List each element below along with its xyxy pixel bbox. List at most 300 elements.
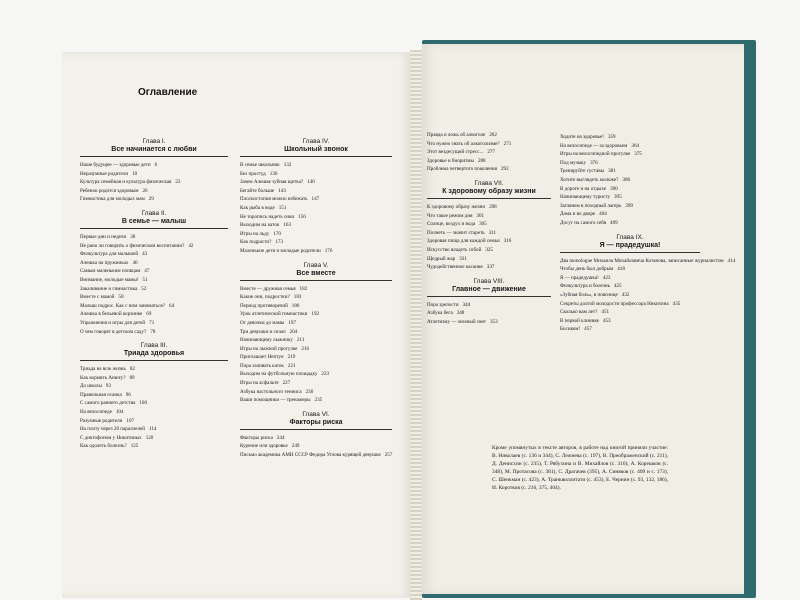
entry-page-number: 173 — [275, 239, 283, 246]
toc-entry — [80, 259, 228, 268]
toc-entry — [427, 212, 551, 221]
chapter-block — [80, 342, 228, 451]
entry-title: Пора заливать каток — [240, 362, 284, 369]
chapter-title: В семье — малыш — [80, 218, 228, 229]
entry-title: Не рано ли говорить о физическом воспитании? — [80, 242, 185, 249]
toc-entry — [560, 159, 700, 168]
toc-entry — [80, 417, 228, 426]
book-spine — [410, 50, 422, 600]
entry-page-number: 82 — [129, 366, 135, 373]
toc-title: Оглавление — [138, 87, 198, 98]
entry-page-number: 143 — [278, 187, 286, 194]
toc-entry — [240, 353, 392, 362]
entry-page-number: 52 — [141, 285, 147, 292]
entry-page-number: 58 — [118, 294, 124, 301]
chapter-block — [80, 210, 228, 336]
toc-entry — [240, 310, 392, 319]
toc-entry — [80, 250, 228, 259]
toc-entry — [240, 302, 392, 311]
toc-entry — [240, 379, 392, 388]
entry-page-number: 6 — [154, 162, 158, 168]
entry-page-number: 376 — [590, 159, 598, 166]
toc-entry — [240, 396, 392, 405]
entry-page-number: 78 — [150, 328, 156, 335]
chapter-number: Глава IV. — [302, 138, 330, 145]
entry-title: Сколько вам лет? — [560, 309, 598, 316]
chapter-number: Глава VIII. — [473, 277, 505, 285]
toc-entry — [560, 291, 700, 300]
entry-page-number: 47 — [144, 268, 150, 275]
toc-entry — [80, 195, 228, 204]
toc-entry — [80, 276, 228, 285]
entry-page-number: 249 — [291, 443, 300, 450]
entry-title: Что такое режим дня — [427, 212, 473, 219]
chapter-number: Глава VI. — [302, 410, 330, 418]
toc-column-right-2 — [560, 133, 736, 340]
entry-title: Хотите выглядеть моложе? — [560, 176, 619, 183]
toc-entry — [240, 221, 392, 230]
toc-entry — [240, 370, 392, 379]
entry-title: Ходите на здоровье! — [560, 134, 604, 140]
entry-title: Проблема четвертого поколения — [427, 166, 497, 173]
toc-entry — [560, 202, 700, 211]
toc-entry — [80, 408, 228, 417]
toc-entry — [80, 382, 228, 391]
entry-page-number: 89 — [129, 374, 135, 381]
entry-page-number: 451 — [601, 309, 610, 316]
entry-title: Наше будущее — здоровые дети — [80, 162, 151, 168]
chapter-title: Факторы риска — [240, 419, 392, 430]
entry-page-number: 26 — [142, 187, 148, 194]
toc-entry — [560, 300, 700, 309]
entry-title: Секреты долгой молодости профессора Никитина — [560, 300, 669, 307]
entry-page-number: 386 — [622, 176, 631, 183]
entry-page-number: 211 — [296, 337, 305, 344]
entry-page-number: 100 — [139, 400, 147, 407]
entry-title: Период противоречий — [240, 302, 288, 309]
entry-page-number: 227 — [282, 380, 291, 387]
entry-page-number: 414 — [727, 257, 736, 264]
toc-entry — [240, 388, 392, 397]
toc-entry — [80, 293, 228, 302]
toc-entry — [80, 374, 228, 383]
toc-entry — [240, 345, 392, 354]
toc-entry — [427, 165, 551, 174]
chapter-block — [240, 262, 392, 405]
entry-page-number: 176 — [324, 247, 333, 254]
toc-entry — [427, 237, 551, 246]
entry-page-number: 156 — [298, 213, 306, 220]
entry-page-number: 38 — [130, 233, 136, 240]
entry-page-number: 331 — [459, 255, 467, 262]
entry-page-number: 69 — [146, 311, 152, 318]
entry-title: Азбука бега — [427, 310, 453, 317]
toc-entry — [560, 265, 700, 274]
toc-entry — [80, 319, 228, 328]
toc-entry — [80, 391, 228, 400]
toc-entry — [560, 317, 700, 326]
entry-page-number: 132 — [283, 162, 292, 168]
toc-entry — [427, 309, 551, 318]
chapter-block — [240, 411, 392, 460]
entry-page-number: 107 — [126, 417, 135, 424]
entry-title: Упражнения и игры для детей — [80, 319, 146, 326]
chapter-block — [560, 133, 700, 228]
entry-page-number: 337 — [486, 264, 495, 271]
entry-page-number: 125 — [130, 443, 139, 450]
toc-entry — [427, 148, 551, 157]
entry-page-number: 288 — [477, 157, 486, 164]
chapter-block — [427, 278, 551, 327]
entry-title: На плоту через 20 параллелей — [80, 426, 145, 433]
entry-title: Щедрый жар — [427, 255, 456, 262]
toc-entry — [427, 131, 551, 140]
entry-title: Ваши помощники — тренажеры — [240, 397, 311, 404]
entry-title: Искусство владеть собой — [427, 246, 482, 253]
entry-page-number: 104 — [115, 409, 124, 416]
entry-title: О чем говорят в детском саду? — [80, 328, 147, 335]
toc-entry — [560, 193, 700, 202]
toc-entry — [240, 451, 392, 460]
entry-page-number: 423 — [602, 274, 611, 281]
toc-entry — [240, 336, 392, 345]
toc-entry — [80, 442, 228, 451]
toc-entry — [560, 185, 700, 194]
entry-title: Курение или здоровье — [240, 443, 288, 450]
entry-page-number: 409 — [610, 219, 618, 226]
entry-page-number: 235 — [314, 397, 323, 404]
toc-entry — [560, 282, 700, 291]
entry-page-number: 71 — [149, 319, 155, 326]
entry-title: Выходим на каток — [240, 222, 280, 229]
entry-title: Алешка в бельевой корзинке — [80, 311, 143, 318]
entry-page-number: 305 — [479, 221, 487, 228]
toc-column-right-1 — [427, 131, 551, 333]
chapter-block — [427, 180, 551, 272]
entry-page-number: 96 — [125, 391, 131, 398]
entry-page-number: 435 — [672, 300, 681, 307]
entry-title: Разумные родители — [80, 417, 123, 424]
entry-title: Неразумные родители — [80, 170, 129, 177]
toc-entry — [427, 301, 551, 310]
entry-page-number: 114 — [149, 426, 157, 433]
entry-title: Три девушки и силач — [240, 328, 286, 335]
toc-entry — [560, 308, 700, 317]
toc-entry — [80, 170, 228, 179]
entry-page-number: 244 — [276, 434, 285, 441]
entry-title: Урок атлетической гимнастики — [240, 311, 308, 318]
toc-entry — [240, 293, 392, 302]
entry-title: Факторы риска — [240, 434, 273, 441]
entry-title: Этот вездесущий стресс... — [427, 149, 484, 156]
entry-title: «Зубная боль», в пояснице — [560, 291, 618, 298]
chapter-number: Глава II. — [141, 209, 167, 217]
entry-title: Два monologue Михаила Михайловича Котанова, записанные журналистом — [560, 257, 724, 264]
toc-entry — [240, 238, 392, 247]
entry-title: Азбука настольного тенниса — [240, 388, 302, 395]
toc-entry — [80, 285, 228, 294]
toc-entry — [80, 302, 228, 311]
entry-title: Заглянем в походный лагерь — [560, 202, 622, 209]
chapter-title: К здоровому образу жизни — [427, 188, 551, 199]
toc-entry — [80, 242, 228, 251]
entry-title: Вместе с мамой — [80, 294, 115, 301]
toc-entry — [427, 246, 551, 255]
chapter-title: Школьный звонок — [240, 146, 392, 157]
entry-title: Без простуд — [240, 170, 266, 177]
entry-title: Малыш подрос. Как с ним заниматься? — [80, 302, 166, 309]
entry-title: До школы — [80, 383, 102, 390]
entry-title: Физкультура для малышей — [80, 251, 139, 258]
toc-entry — [240, 285, 392, 294]
entry-title: С диктофоном у Никитиных — [80, 434, 142, 441]
entry-page-number: 453 — [602, 317, 611, 324]
toc-entry — [80, 161, 228, 170]
entry-title: Что нужно знать об алкоголизме? — [427, 140, 500, 147]
toc-entry — [240, 362, 392, 371]
entry-title: Атлетизму — зеленый свет — [427, 318, 486, 325]
toc-entry — [240, 213, 392, 222]
entry-page-number: 42 — [188, 242, 194, 249]
entry-title: Начинающему туристу — [560, 194, 610, 201]
toc-entry — [240, 187, 392, 196]
entry-title: Внимание, молодые мамы! — [80, 276, 139, 283]
entry-page-number: 120 — [145, 434, 154, 441]
chapter-block — [80, 138, 228, 204]
entry-page-number: 359 — [607, 134, 616, 140]
entry-page-number: 344 — [462, 301, 471, 308]
entry-title: Начинающему лыжнику — [240, 337, 293, 344]
entry-page-number: 192 — [311, 311, 320, 318]
entry-title: Вместе — дружная семья — [240, 285, 296, 292]
contributors-note: Кроме упомянутых в тексте авторов, в работе над книгой приняли участие: В. Николаев (с. 136 и 344), С. Лежнева (с. 197), В. Преображенский (с. 211), Д. Денисхин (с. 235), Т. Рябухина и В. Михайлов (с. 316), А. Корешков (с. 348), М. Протасова (с. 381), С. Драгачев (395), А. Синяков (с. 409 и с. 173), С. Шенкман (с. 423), А. Транквиллитати (с. 453), Е. Чернин (с. 93, 132, 186), И. Коротков (с. 216, 375, 404). — [492, 445, 668, 491]
entry-title: Первые дни и недели — [80, 233, 127, 240]
toc-entry — [240, 195, 392, 204]
toc-entry — [80, 310, 228, 319]
entry-page-number: 223 — [321, 371, 330, 378]
chapter-block — [240, 138, 392, 256]
entry-page-number: 399 — [625, 202, 633, 209]
entry-title: Приглашает Нептун — [240, 354, 284, 361]
entry-page-number: 381 — [608, 168, 616, 175]
entry-page-number: 64 — [169, 302, 175, 309]
entry-title: Здоровая пища для каждой семьи — [427, 238, 500, 245]
entry-title: От девочки до мамы — [240, 319, 285, 326]
toc-entry — [240, 204, 392, 213]
toc-entry — [427, 318, 551, 327]
toc-entry — [80, 434, 228, 443]
toc-entry — [560, 257, 736, 266]
entry-page-number: 457 — [584, 326, 592, 333]
entry-page-number: 136 — [269, 170, 278, 177]
entry-page-number: 257 — [384, 452, 393, 459]
toc-entry — [240, 319, 392, 328]
entry-page-number: 432 — [621, 291, 630, 298]
entry-page-number: 51 — [142, 276, 148, 283]
entry-title: На велосипеде — [80, 409, 112, 416]
toc-entry — [560, 150, 700, 159]
entry-page-number: 316 — [503, 238, 512, 245]
entry-page-number: 298 — [489, 203, 497, 210]
toc-entry — [560, 325, 700, 334]
chapter-number: Глава IX. — [616, 233, 644, 241]
entry-title: Пора зрелости — [427, 301, 459, 308]
entry-title: Зачем Алешке зубная щетка? — [240, 179, 304, 186]
entry-title: Босиком! — [560, 326, 581, 333]
toc-column-left-1 — [80, 138, 228, 457]
entry-page-number: 183 — [293, 294, 302, 301]
entry-title: Чтобы день был добрым — [560, 266, 614, 273]
entry-title: Маленькие дети и молодые родители — [240, 247, 321, 254]
toc-entry — [240, 247, 392, 256]
toc-entry — [80, 267, 228, 276]
toc-entry — [240, 230, 392, 239]
entry-page-number: 364 — [631, 142, 640, 149]
entry-page-number: 170 — [273, 230, 281, 237]
entry-page-number: 348 — [456, 310, 465, 317]
entry-page-number: 147 — [311, 196, 320, 203]
entry-page-number: 46 — [132, 259, 138, 266]
entry-title: Самым маленьким пловцам — [80, 268, 141, 275]
entry-title: Выходим на футбольную площадку — [240, 371, 318, 378]
entry-title: Закаливание и гимнастика — [80, 285, 138, 292]
entry-page-number: 29 — [148, 196, 154, 203]
toc-entry — [560, 167, 700, 176]
entry-title: Досуг на самого себя — [560, 219, 607, 226]
toc-entry — [427, 229, 551, 238]
toc-entry — [427, 140, 551, 149]
entry-page-number: 204 — [289, 328, 298, 335]
toc-entry — [240, 161, 392, 170]
toc-entry — [80, 187, 228, 196]
chapter-title: Все вместе — [240, 270, 392, 281]
entry-page-number: 10 — [132, 170, 138, 177]
entry-title: Какие они, подростки? — [240, 294, 290, 301]
entry-page-number: 186 — [291, 302, 300, 309]
entry-title: Как подрасти? — [240, 239, 272, 246]
toc-entry — [80, 399, 228, 408]
entry-page-number: 151 — [278, 204, 287, 211]
entry-title: Как кормить Анюту? — [80, 374, 126, 381]
entry-page-number: 219 — [287, 354, 296, 361]
entry-page-number: 230 — [305, 388, 314, 395]
entry-title: Триада на всю жизнь — [80, 366, 126, 373]
toc-entry — [240, 170, 392, 179]
toc-entry — [427, 255, 551, 264]
entry-title: Культура семейная и культура физическая — [80, 179, 172, 186]
toc-entry — [560, 274, 700, 283]
toc-entry — [240, 442, 392, 451]
toc-entry — [560, 142, 700, 151]
toc-entry — [80, 233, 228, 242]
entry-title: Игры на лыжной прогулке — [240, 345, 298, 352]
entry-page-number: 43 — [142, 251, 148, 258]
entry-title: Игры на асфальте — [240, 380, 279, 387]
entry-page-number: 425 — [613, 283, 622, 290]
entry-title: На велосипеде — за здоровьем — [560, 142, 628, 149]
entry-page-number: 163 — [283, 222, 291, 229]
entry-title: Тренируйте суставы — [560, 168, 605, 175]
entry-title: Правда и ложь об алкоголе — [427, 132, 486, 138]
entry-page-number: 23 — [175, 179, 181, 186]
toc-entry — [80, 365, 228, 374]
toc-entry — [560, 133, 700, 142]
entry-title: Бегайте больше — [240, 187, 275, 194]
entry-page-number: 395 — [614, 194, 622, 201]
entry-title: В семье школьник — [240, 162, 280, 168]
entry-title: Не торопись надеть очки — [240, 213, 295, 220]
entry-title: Солнце, воздух и вода — [427, 221, 476, 228]
entry-page-number: 375 — [634, 151, 642, 158]
entry-page-number: 311 — [488, 229, 497, 236]
chapter-title: Триада здоровья — [80, 350, 228, 361]
toc-entry — [240, 178, 392, 187]
entry-page-number: 216 — [301, 345, 310, 352]
entry-title: Письмо академика АМН СССР Федора Углова курящей девушке — [240, 452, 381, 459]
entry-page-number: 404 — [599, 211, 607, 218]
entry-page-number: 390 — [610, 185, 618, 192]
entry-title: Полнеть — значит стареть — [427, 229, 485, 236]
entry-page-number: 197 — [288, 319, 296, 326]
entry-title: Чудодейственное касание — [427, 264, 483, 271]
entry-title: С самого раннего детства — [80, 400, 136, 407]
entry-page-number: 277 — [487, 149, 495, 156]
entry-page-number: 325 — [485, 246, 493, 253]
chapter-number: Глава V. — [303, 261, 329, 269]
toc-entry — [240, 328, 392, 337]
chapter-title: Главное — движение — [427, 286, 551, 297]
entry-page-number: 140 — [307, 179, 315, 186]
entry-title: К здоровому образу жизни — [427, 203, 486, 210]
entry-title: Как одолеть болезнь? — [80, 443, 127, 450]
entry-page-number: 418 — [617, 266, 625, 273]
entry-title: Под музыку — [560, 159, 587, 166]
toc-entry — [80, 178, 228, 187]
toc-column-left-2 — [240, 138, 392, 466]
toc-entry — [427, 157, 551, 166]
chapter-title: Я — прадедушка! — [560, 242, 700, 253]
entry-title: Игры на велосипедной прогулке — [560, 151, 631, 158]
chapter-block — [427, 131, 551, 174]
entry-title: В дороге и на отдыхе — [560, 185, 607, 192]
entry-title: Здоровье и биоритмы — [427, 157, 474, 164]
entry-page-number: 292 — [500, 166, 509, 173]
entry-title: Как рыба в воде — [240, 204, 275, 211]
entry-title: Правильная осанка — [80, 391, 122, 398]
toc-entry — [560, 219, 700, 228]
entry-title: Гимнастика для молодых мам — [80, 196, 145, 203]
toc-entry — [240, 434, 392, 443]
toc-entry — [427, 220, 551, 229]
entry-title: В первой клинике — [560, 317, 599, 324]
toc-entry — [560, 210, 700, 219]
entry-title: Игры на льду — [240, 230, 270, 237]
chapter-title: Все начинается с любви — [80, 146, 228, 157]
entry-page-number: 262 — [489, 132, 497, 138]
toc-entry — [80, 425, 228, 434]
chapter-block — [560, 233, 736, 334]
chapter-number: Глава III. — [140, 342, 168, 350]
toc-entry — [560, 176, 700, 185]
entry-page-number: 301 — [476, 212, 485, 219]
entry-page-number: 353 — [489, 318, 498, 325]
entry-title: Алешка на пружинках — [80, 259, 129, 266]
entry-page-number: 93 — [105, 383, 111, 390]
entry-page-number: 182 — [299, 285, 308, 292]
toc-entry — [80, 328, 228, 337]
chapter-number: Глава VII. — [474, 179, 504, 187]
toc-entry — [427, 263, 551, 272]
